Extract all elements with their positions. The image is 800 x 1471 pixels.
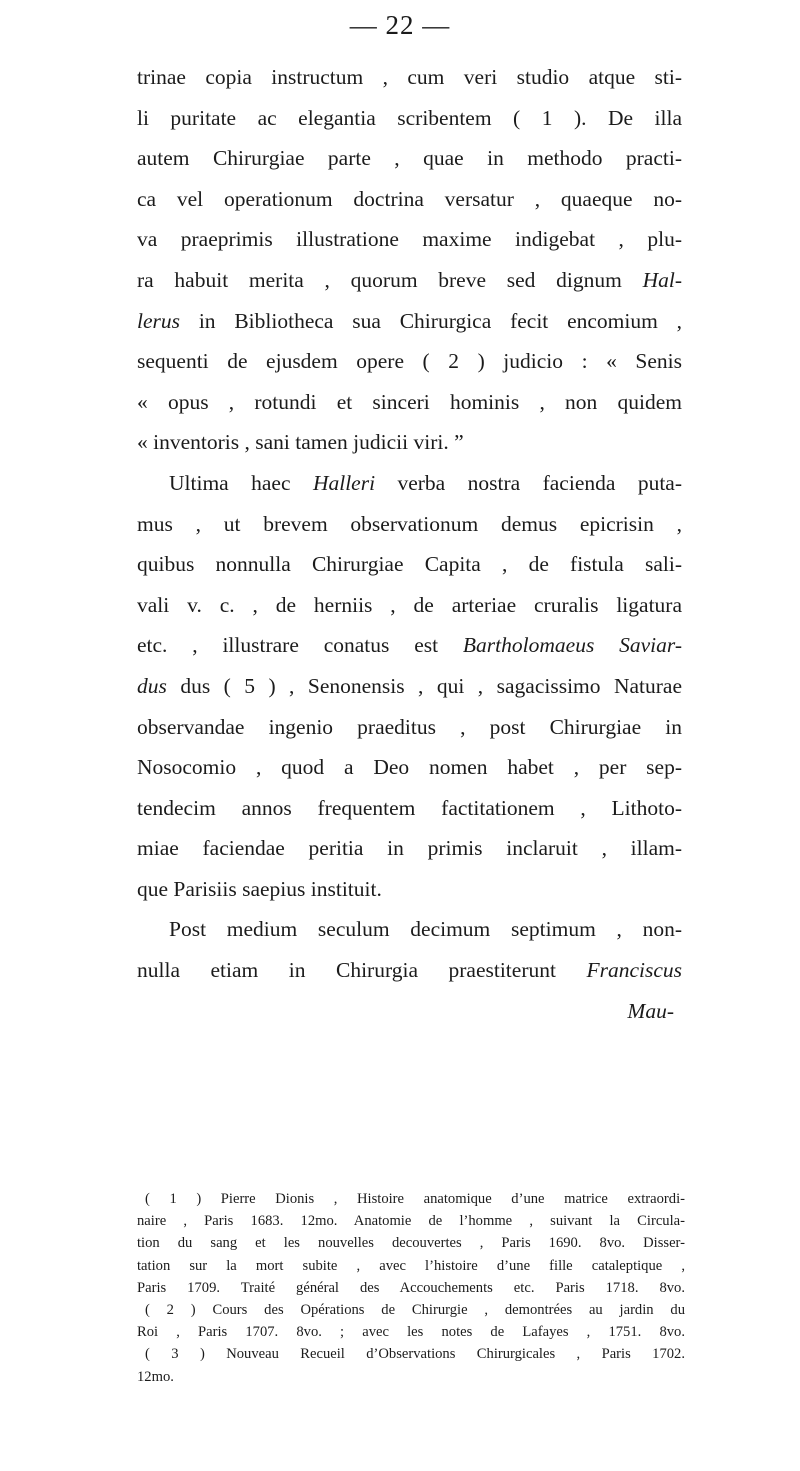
text-line: autem Chirurgiae parte , quae in methodo practi-: [137, 146, 682, 171]
text-line: [137, 625, 682, 666]
author-name-franciscus: Franciscus: [586, 958, 683, 983]
text-line: quibus nonnulla Chirurgiae Capita , de fistula sali-: [137, 552, 682, 577]
text-fragment: nulla etiam in Chirurgia praestiterunt: [137, 958, 556, 983]
text-line: trinae copia instructum , cum veri studio atque sti-: [137, 65, 682, 89]
footnote-line: tion du sang et les nouvelles decouvertes , Paris 1690. 8vo. Disser-: [137, 1235, 685, 1252]
text-line: miae faciendae peritia in primis inclaruit , illam-: [137, 836, 682, 861]
text-line: que Parisiis saepius instituit.: [137, 876, 382, 901]
text-fragment: in Bibliotheca sua Chirurgica fecit encomium ,: [198, 308, 683, 333]
text-fragment: verba nostra facienda puta-: [397, 470, 682, 495]
footnote-line: ( 1 ) Pierre Dionis , Histoire anatomique d’une matrice extraordi-: [145, 1191, 685, 1207]
main-text: [137, 57, 682, 1031]
text-line: observandae ingenio praeditus , post Chirurgiae in: [137, 714, 682, 739]
author-name-haller-cont: lerus: [137, 308, 180, 333]
footnote-line: tation sur la mort subite , avec l’histoire d’une fille cataleptique ,: [137, 1257, 685, 1274]
text-line: vali v. c. , de herniis , de arteriae cruralis ligatura: [137, 592, 682, 617]
author-name-halleri: Halleri: [312, 470, 376, 495]
text-line: [137, 950, 682, 991]
text-line: va praeprimis illustratione maxime indigebat , plu-: [137, 227, 682, 252]
footnotes: [137, 1188, 685, 1388]
page-number: — 22 —: [349, 10, 451, 40]
text-line: ca vel operationum doctrina versatur , quaeque no-: [137, 186, 682, 211]
text-line: mus , ut brevem observationum demus epicrisin ,: [137, 511, 682, 536]
text-line: Post medium seculum decimum septimum , non-: [169, 917, 682, 942]
footnote-line: ( 2 ) Cours des Opérations de Chirurgie , demontrées au jardin du: [145, 1301, 685, 1318]
text-line: [137, 301, 682, 342]
text-line: dus dus ( 5 ) , Senonensis , qui , sagacissimo Naturae: [137, 673, 682, 698]
text-line: sequenti de ejusdem opere ( 2 ) judicio : « Senis: [137, 349, 682, 374]
text-fragment: Ultima haec: [169, 470, 291, 495]
text-line: [137, 463, 682, 504]
text-fragment: etc. , illustrare conatus est: [137, 633, 439, 658]
text-line: li puritate ac elegantia scribentem ( 1 ). De illa: [137, 105, 682, 130]
text-fragment: ra habuit merita , quorum breve sed dignum: [137, 267, 622, 292]
text-line: « inventoris , sani tamen judicii viri. ”: [137, 430, 464, 455]
text-line: [137, 260, 682, 301]
text-fragment: dus ( 5 ) , Senonensis , qui , sagacissimo Naturae: [180, 673, 682, 698]
author-name-haller: Hal-: [642, 267, 682, 292]
text-line: tendecim annos frequentem factitationem , Lithoto-: [137, 795, 682, 820]
author-name-bartholomaeus: Bartholomaeus Saviar-: [462, 633, 682, 658]
footnote-line: naire , Paris 1683. 12mo. Anatomie de l’homme , suivant la Circula-: [137, 1213, 685, 1230]
catchword: Mau-: [627, 998, 674, 1023]
footnote-line: Roi , Paris 1707. 8vo. ; avec les notes de Lafayes , 1751. 8vo.: [137, 1324, 685, 1341]
text-line: « opus , rotundi et sinceri hominis , non quidem: [137, 389, 682, 414]
footnote-line: ( 3 ) Nouveau Recueil d’Observations Chirurgicales , Paris 1702.: [145, 1346, 685, 1363]
text-line: Nosocomio , quod a Deo nomen habet , per sep-: [137, 755, 682, 780]
footnote-line: Paris 1709. Traité général des Accouchements etc. Paris 1718. 8vo.: [137, 1279, 685, 1296]
footnote-line: 12mo.: [137, 1368, 174, 1385]
